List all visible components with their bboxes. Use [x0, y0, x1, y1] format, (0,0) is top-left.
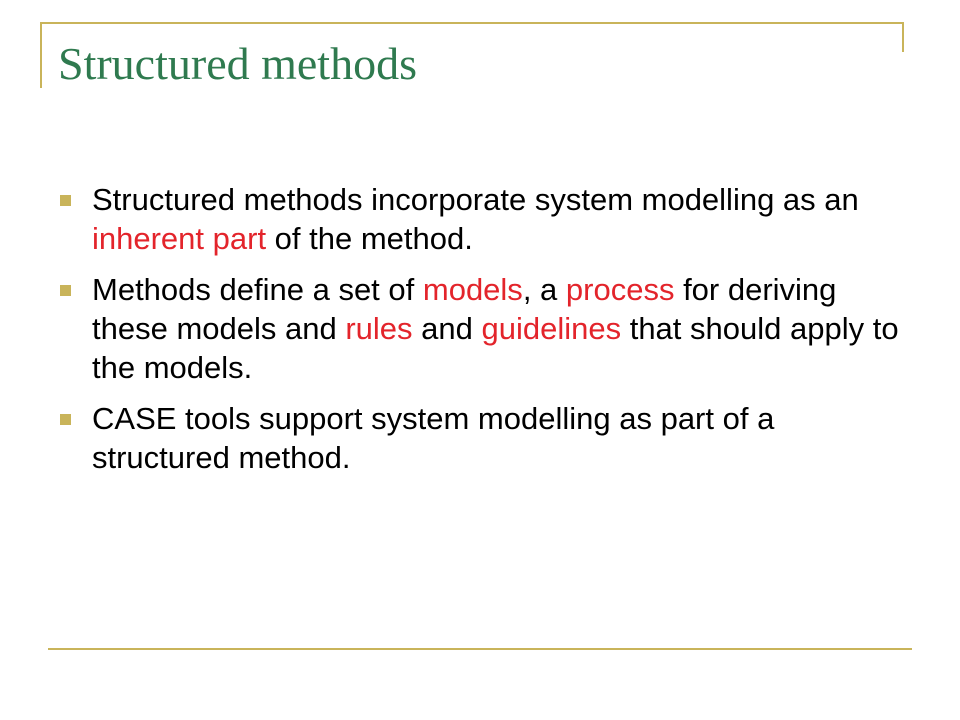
- bullet-text: [92, 272, 899, 385]
- bullet-text-segment: Methods define a set of: [92, 272, 423, 307]
- bullet-item: [60, 180, 910, 258]
- bullet-text-segment: and: [412, 311, 482, 346]
- bullet-text: [92, 182, 859, 256]
- bullet-list: [60, 180, 910, 489]
- bullet-item: [60, 399, 910, 477]
- frame-right-line: [902, 22, 904, 52]
- frame-left-line: [40, 22, 42, 88]
- bullet-text-segment: , a: [522, 272, 566, 307]
- square-bullet-icon: [60, 414, 71, 425]
- square-bullet-icon: [60, 285, 71, 296]
- bullet-text-segment: of the method.: [266, 221, 473, 256]
- highlighted-phrase: guidelines: [481, 311, 622, 346]
- bullet-text: [92, 401, 774, 475]
- bullet-text-segment: CASE tools support system modelling as part of a structured method.: [92, 401, 775, 475]
- highlighted-phrase: inherent part: [92, 221, 267, 256]
- bullet-text-segment: Structured methods incorporate system modelling as an: [92, 182, 859, 217]
- square-bullet-icon: [60, 195, 71, 206]
- highlighted-phrase: rules: [345, 311, 413, 346]
- frame-top-line: [40, 22, 904, 24]
- bullet-item: [60, 270, 910, 387]
- bullet-text-segment: for deriving these models and: [92, 272, 837, 346]
- highlighted-phrase: process: [565, 272, 675, 307]
- bullet-text-segment: that should apply to the models.: [92, 311, 899, 385]
- frame-bottom-line: [48, 648, 912, 650]
- slide-title: Structured methods: [58, 38, 417, 89]
- highlighted-phrase: models: [422, 272, 523, 307]
